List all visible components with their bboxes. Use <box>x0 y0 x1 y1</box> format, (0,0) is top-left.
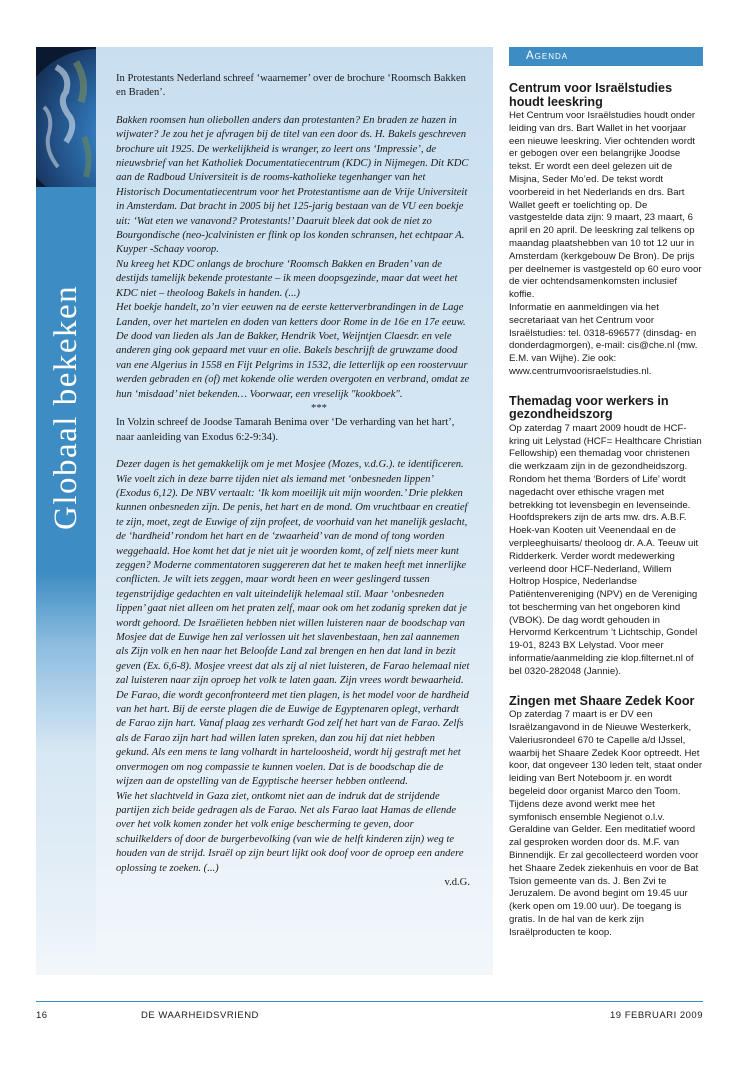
article-intro-1: In Protestants Nederland schreef ‘waarnemer’ over de brochure ‘Roomsch Bakken en Braden’. <box>116 73 466 99</box>
page-number: 16 <box>36 1010 48 1021</box>
section-title: Globaal bekeken <box>48 284 84 530</box>
agenda-header: Agenda <box>509 47 703 66</box>
article-quote-2a: Dezer dagen is het gemakkelijk om je met Mosjee (Mozes, v.d.G.). te identificeren. Wie voelt zich in deze barre tijden niet als iemand met ‘onbesneden lippen’ (Exodus 6,12). De NBV vertaalt: ‘Ik kom moeilijk uit mijn woorden.’ Drie plekken kunnen onbesneden zijn. De penis, het hart en de mond. Om vruchtbaar en creatief te zijn, moet, zegt de Euwige of zijn profeet, de voorhuid van het manelijk geslacht, de ‘hardheid’ rondom het hart en de ‘zwaarheid’ van de mond of tong worden weggehaald. Hoe komt het dat je niet uit je woorden komt, of zelf niets meer kunt zeggen? Moderne commentatoren suggereren dat het te maken heeft met innerlijke conflicten. Je wilt iets zeggen, maar wordt heen en weer geslingerd tussen tegenstrijdige gedachten en valt uiteindelijk helemaal stil. Maar ‘onbesneden lippen’ gaat niet alleen om het praten zelf, maar ook om het zodanig spreken dat je wordt gehoord. De Israëlieten hebben niet willen luisteren naar de boodschap van Mosjee dat de Euwige hen zal verlossen uit het slavenbestaan, hen zal aannemen als Zijn volk en hen naar het Beloofde Land zal brengen en hen dat land in bezit geven (Ex. 6,6-8). Mosjee vreest dat als zij al niet luisteren, de Farao helemaal niet zal luisteren naar zijn oproep het volk te laten gaan. Zijn vrees wordt bewaarheid. De Farao, die wordt geconfronteerd met tien plagen, is het model voor de hardheid van het hart. Bij de eerste plagen die de Euwige de Egyptenaren oplegt, verhardt de Farao zijn hart. Vanaf plaag zes verhardt God zelf het hart van de Farao. Zelfs als de Farao zijn hart had willen laten spreken, dan zou hij dat niet hebben gekund. Als een mens te lang volhardt in harteloosheid, wordt hij gestraft met het onvermogen om nog compassie te kunnen voelen. Dat is de boodschap die de wijzen aan de opstelling van de Egyptische heerser hebben ontleend. <box>116 459 470 788</box>
agenda-item-contact: Informatie en aanmeldingen via het secretariaat van het Centrum voor Israëlstudies: tel. 0318-696577 (dinsdag- en donderdagmorgen), e-mail: cis@che.nl (mw. E.M. van Wijhe). Zie ook: www.centrumvoorisraelstudies.nl. <box>509 301 698 377</box>
article-column <box>116 72 470 890</box>
agenda-item-body: Op zaterdag 7 maart is er DV een Israëlzangavond in de Nieuwe Westerkerk, Valeriusrondeel 670 te Capelle a/d IJssel, waarbij het Shaare Zedek Koor optreedt. Het koor, dat ongeveer 130 leden telt, staat onder leiding van Bert Noteboom jr. en wordt begeleid door organist Marco den Toom. Tijdens deze avond werkt mee het symfonisch ensemble Negienot o.l.v. Geraldine van Gelder. Een meditatief woord zal gesproken worden door ds. M.F. van Binnendijk. Er zal gecollecteerd worden voor het Shaare Zedek ziekenhuis en voor de Bat Tsion gemeente van ds. J. Ben Zvi te Jeruzalem. De avond begint om 19.45 uur (kerk open om 19.00 uur). De toegang is gratis. In de hal van de kerk zijn Israëlproducten te koop. <box>509 709 703 938</box>
article-quote-2b: Wie het slachtveld in Gaza ziet, ontkomt niet aan de indruk dat de strijdende partijen zich beide gedragen als de Farao. Net als Farao laat Hamas de ellende over het volk komen zonder het volk enige bescherming te geven, door schuilkelders of door de burgerbevolking (van wie de helft kinderen zijn) weg te houden van de strijd. Israël op zijn beurt lijkt ook doof voor de oproep een andere oplossing te zoeken. (...) <box>116 790 464 874</box>
agenda-item-body: Op zaterdag 7 maart 2009 houdt de HCF-kring uit Lelystad (HCF= Healthcare Christian Fellowship) een themadag voor christenen die werkzaam zijn in de gezondheidszorg. Rondom het thema ‘Borders of Life’ wordt nagedacht over ethische vragen met betrekking tot levensbegin en levenseinde. Hoofdsprekers zijn de arts mw. drs. A.B.F. Hoek-van Kooten uit Veenendaal en de verpleeghuisarts/ theoloog dr. A.A. Teeuw uit Ridderkerk. Verder wordt medewerking verleend door HCF-Nederland, Willem Holtrop Hospice, Nederlandse Patiëntenvereniging (NPV) en de Vereniging tot bescherming van het ongeboren kind (VBOK). De dag wordt gehouden in Hervormd Kerkcentrum ’t Lichtschip, Gondel 19-01, 8243 BX Lelystad. Voor meer informatie/aanmelding zie klop.filternet.nl of bel 0320-282048 (Jannie). <box>509 422 702 677</box>
agenda-item-title: Centrum voor Israëlstudies houdt leeskring <box>509 81 673 109</box>
agenda-item-title: Themadag voor werkers in gezondheidszorg <box>509 393 669 422</box>
article-intro-2: In Volzin schreef de Joodse Tamarah Benima over ‘De verharding van het hart’, naar aanleiding van Exodus 6:2-9:34). <box>116 417 455 443</box>
agenda-item-body: Het Centrum voor Israëlstudies houdt onder leiding van drs. Bart Wallet in het voorjaar een nieuwe leeskring. Vier ochtenden wordt er gebogen over een belangrijke Joodse tekst. Er wordt een deel gelezen uit de Misjna, Seder Mo’ed. De tekst wordt voorbereid in het Nederlands en drs. Bart Wallet geeft er toelichting op. De vastgestelde data zijn: 9 maart, 23 maart, 6 april en 20 april. De leeskring zal telkens op maandag plaatshebben van 10 tot 12 uur in Amsterdam (kerkgebouw De Bron). De prijs per deelnemer is vastgesteld op 60 euro voor de vier ochtendsamenkomsten inclusief koffie. <box>509 110 702 301</box>
publication-name: DE WAARHEIDSVRIEND <box>141 1010 259 1021</box>
sidebar-strip-fade <box>36 572 96 975</box>
section-separator: *** <box>311 402 327 414</box>
issue-date: 19 FEBRUARI 2009 <box>609 1010 703 1021</box>
agenda-item-title: Zingen met Shaare Zedek Koor <box>509 693 695 708</box>
article-quote-1b: Nu kreeg het KDC onlangs de brochure ‘Roomsch Bakken en Braden’ van de destijds tamelijk bekende protestante – ik meen doopsgezinde, maar dat weet het KDC niet – theoloog Bakels in handen. (...) <box>116 258 458 299</box>
author-signature: v.d.G. <box>444 876 470 888</box>
agenda-column <box>509 47 703 940</box>
article-quote-1a: Bakken roomsen hun oliebollen anders dan protestanten? En braden ze hazen in wijwater? Je zou het je afvragen bij de titel van een door ds. H. Bakels geschreven brochure uit 1925. De werkelijkheid is wranger, zo leert ons ‘Impressie’, de nieuwsbrief van het Katholiek Documentatiecentrum (KDC) in Nijmegen. Dit KDC aan de Radboud Universiteit is de rooms-katholieke tegenhanger van het Historisch Documentatiecentrum voor het Protestantisme aan de Vrije Universiteit in Amsterdam. Dat bracht in 2005 bij het 125-jarig bestaan van de VU een boekje uit: ‘Wat eten we vanavond? Protestants!’ Daaruit bleek dat ook de niet zo Bourgondische (neo-)calvinisten er flink op los konden schransen, het echtpaar A. Kuyper -Schaay voorop. <box>116 114 469 256</box>
footer-divider <box>36 1001 703 1002</box>
article-quote-1c: Het boekje handelt, zo’n vier eeuwen na de eerste ketterverbrandingen in de Lage Landen, over het martelen en doden van ketters door Rome in de 16e en 17e eeuw. De dood van lieden als Jan de Bakker, Hendrik Voet, Weijntjen Claesdr. en vele anderen ging ook gepaard met vuur en olie. Bakels beschrijft de gruwzame dood van ene Algerius in 1558 en Fijt Pelgrims in 1532, die letterlijk op een roostervuur werden gebraden en (of) met kokende olie werden overgoten en verbrand, omdat ze hun ‘misdaad’ niet bekenden… Voorwaar, een vreselijk "kookboek". <box>116 302 470 400</box>
